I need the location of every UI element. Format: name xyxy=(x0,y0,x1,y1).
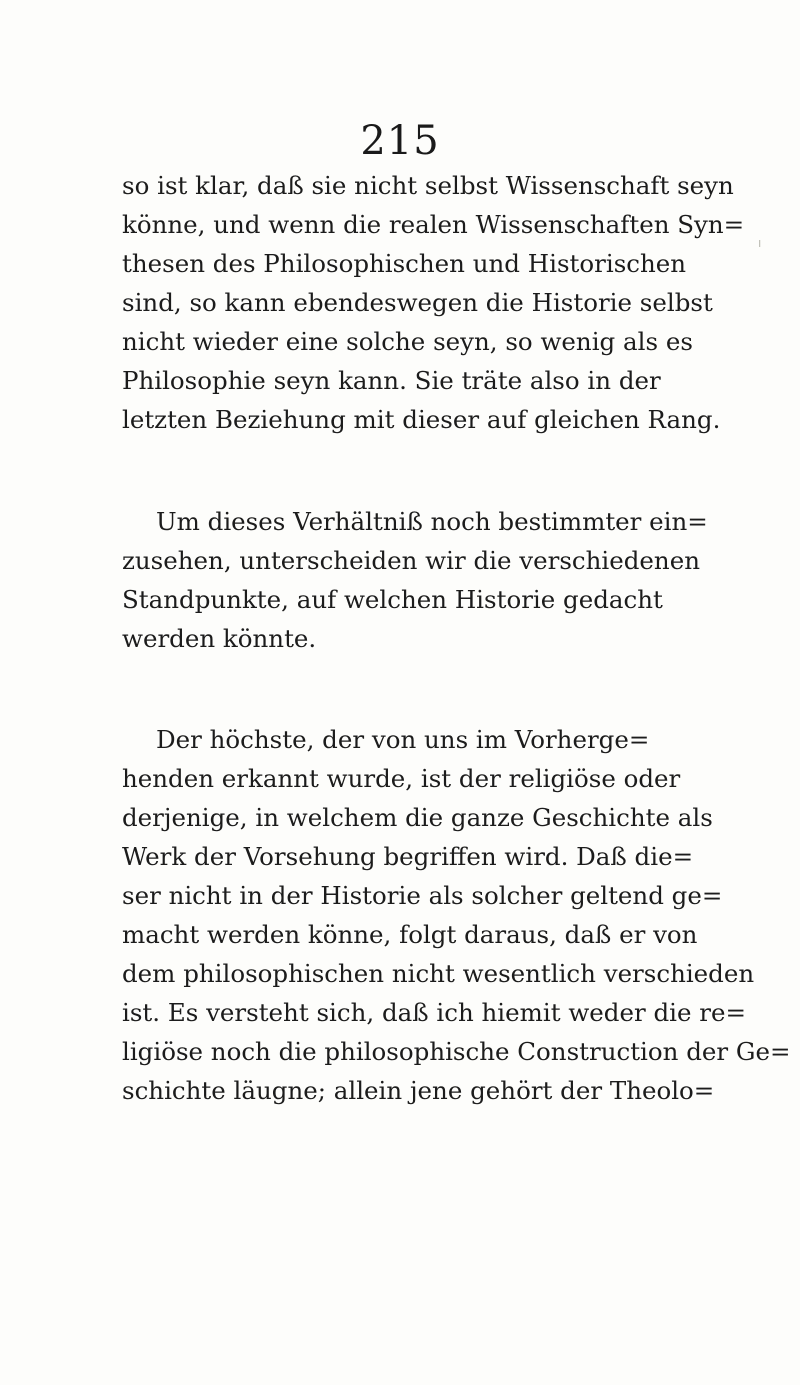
text-line: nicht wieder eine solche seyn, so wenig als es xyxy=(122,327,693,356)
text-line: könne, und wenn die realen Wissenschaften Syn= xyxy=(122,210,745,239)
paragraph-3 xyxy=(122,720,791,1110)
paragraph-1 xyxy=(122,166,745,439)
text-line: Um dieses Verhältniß noch bestimmter ein= xyxy=(156,507,708,536)
margin-speck: ı xyxy=(758,236,762,250)
text-line: thesen des Philosophischen und Historischen xyxy=(122,249,687,278)
paragraph-2 xyxy=(122,502,722,658)
text-line: henden erkannt wurde, ist der religiöse oder xyxy=(122,764,681,793)
text-line: Werk der Vorsehung begriffen wird. Daß die= xyxy=(122,842,694,871)
text-line: ist. Es versteht sich, daß ich hiemit weder die re= xyxy=(122,998,747,1027)
text-line: derjenige, in welchem die ganze Geschichte als xyxy=(122,803,713,832)
text-line: macht werden könne, folgt daraus, daß er von xyxy=(122,920,698,949)
text-line: Philosophie seyn kann. Sie träte also in der xyxy=(122,366,661,395)
text-line: Standpunkte, auf welchen Historie gedacht xyxy=(122,585,663,614)
text-line: sind, so kann ebendeswegen die Historie selbst xyxy=(122,288,713,317)
text-line: Der höchste, der von uns im Vorherge= xyxy=(156,725,650,754)
text-line: so ist klar, daß sie nicht selbst Wissenschaft seyn xyxy=(122,171,734,200)
text-line: schichte läugne; allein jene gehört der Theolo= xyxy=(122,1076,715,1105)
page-number: 215 xyxy=(360,118,440,164)
text-line: zusehen, unterscheiden wir die verschiedenen xyxy=(122,546,700,575)
text-line: werden könnte. xyxy=(122,624,317,653)
text-line: letzten Beziehung mit dieser auf gleichen Rang. xyxy=(122,405,721,434)
text-line: dem philosophischen nicht wesentlich verschieden xyxy=(122,959,755,988)
text-line: ligiöse noch die philosophische Construction der Ge= xyxy=(122,1037,791,1066)
text-line: ser nicht in der Historie als solcher geltend ge= xyxy=(122,881,723,910)
